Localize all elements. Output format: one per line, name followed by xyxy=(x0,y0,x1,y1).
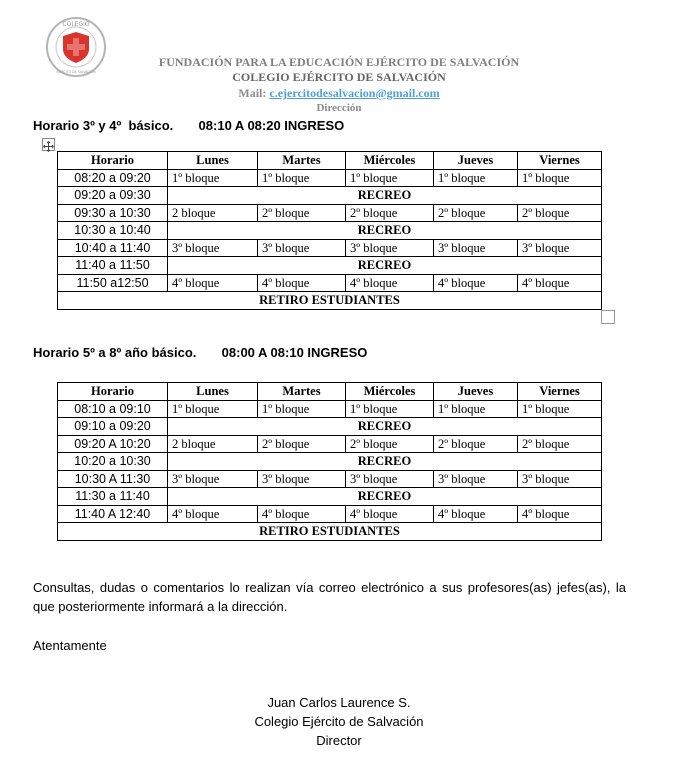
time-cell: 09:10 a 09:20 xyxy=(58,418,168,436)
recess-cell: RECREO xyxy=(168,453,602,471)
block-cell: 1º bloque xyxy=(518,169,602,187)
recess-cell: RECREO xyxy=(168,257,602,275)
column-header: Martes xyxy=(258,383,346,401)
signature-role: Director xyxy=(316,733,362,748)
time-cell: 09:30 a 10:30 xyxy=(58,204,168,222)
block-cell: 4º bloque xyxy=(518,505,602,523)
closing-text: Atentamente xyxy=(33,638,107,653)
column-header: Horario xyxy=(58,383,168,401)
column-header: Jueves xyxy=(434,152,518,170)
table-row xyxy=(58,204,602,222)
block-cell: 1º bloque xyxy=(434,400,518,418)
mail-line xyxy=(0,86,678,101)
block-cell: 3º bloque xyxy=(434,470,518,488)
table-row xyxy=(58,187,602,205)
time-cell: 11:40 A 12:40 xyxy=(58,505,168,523)
block-cell: 4º bloque xyxy=(434,505,518,523)
schedule-table-2 xyxy=(57,382,602,541)
time-cell: 11:30 a 11:40 xyxy=(58,488,168,506)
table-row xyxy=(58,239,602,257)
block-cell: 1º bloque xyxy=(258,169,346,187)
block-cell: 3º bloque xyxy=(168,470,258,488)
table-resize-handle[interactable] xyxy=(601,310,615,324)
block-cell: 1º bloque xyxy=(258,400,346,418)
time-cell: 10:30 a 10:40 xyxy=(58,222,168,240)
schedule-table-1 xyxy=(57,151,602,310)
time-cell: 11:50 a12:50 xyxy=(58,274,168,292)
block-cell: 1º bloque xyxy=(168,169,258,187)
block-cell: 4º bloque xyxy=(258,274,346,292)
retiro-cell: RETIRO ESTUDIANTES xyxy=(58,292,602,310)
block-cell: 3º bloque xyxy=(346,470,434,488)
block-cell: 4º bloque xyxy=(258,505,346,523)
column-header: Lunes xyxy=(168,383,258,401)
table-row xyxy=(58,505,602,523)
time-cell: 09:20 a 09:30 xyxy=(58,187,168,205)
block-cell: 2º bloque xyxy=(434,204,518,222)
block-cell: 2º bloque xyxy=(346,204,434,222)
block-cell: 3º bloque xyxy=(258,239,346,257)
time-cell: 10:40 a 11:40 xyxy=(58,239,168,257)
retiro-cell: RETIRO ESTUDIANTES xyxy=(58,523,602,541)
block-cell: 3º bloque xyxy=(346,239,434,257)
time-cell: 10:30 A 11:30 xyxy=(58,470,168,488)
header-row xyxy=(58,383,602,401)
block-cell: 3º bloque xyxy=(518,239,602,257)
mail-label: Mail: xyxy=(238,86,270,100)
footer-row xyxy=(58,523,602,541)
column-header: Miércoles xyxy=(346,152,434,170)
block-cell: 2 bloque xyxy=(168,204,258,222)
table-row xyxy=(58,470,602,488)
schedule-2-title: Horario 5º a 8º año básico. 08:00 A 08:10 INGRESO xyxy=(33,345,368,360)
column-header: Viernes xyxy=(518,383,602,401)
block-cell: 1º bloque xyxy=(434,169,518,187)
block-cell: 4º bloque xyxy=(518,274,602,292)
table-row xyxy=(58,488,602,506)
column-header: Martes xyxy=(258,152,346,170)
move-arrows-icon xyxy=(43,141,54,152)
recess-cell: RECREO xyxy=(168,488,602,506)
recess-cell: RECREO xyxy=(168,187,602,205)
time-cell: 08:10 a 09:10 xyxy=(58,400,168,418)
block-cell: 2º bloque xyxy=(258,435,346,453)
schedule-1-title: Horario 3º y 4º básico. 08:10 A 08:20 INGRESO xyxy=(33,118,345,133)
block-cell: 3º bloque xyxy=(518,470,602,488)
table-row xyxy=(58,453,602,471)
time-cell: 10:20 a 10:30 xyxy=(58,453,168,471)
block-cell: 1º bloque xyxy=(518,400,602,418)
column-header: Lunes xyxy=(168,152,258,170)
logo-text-bottom: EJÉRCITO DE SALVACIÓN xyxy=(56,70,96,74)
table-row xyxy=(58,222,602,240)
block-cell: 2º bloque xyxy=(346,435,434,453)
column-header: Miércoles xyxy=(346,383,434,401)
block-cell: 3º bloque xyxy=(434,239,518,257)
block-cell: 2º bloque xyxy=(434,435,518,453)
table-row xyxy=(58,418,602,436)
column-header: Viernes xyxy=(518,152,602,170)
block-cell: 4º bloque xyxy=(168,274,258,292)
mail-link[interactable]: c.ejercitodesalvacion@gmail.com xyxy=(269,86,440,100)
signature-name: Juan Carlos Laurence S. xyxy=(267,695,411,710)
school-name: COLEGIO EJÉRCITO DE SALVACIÓN xyxy=(232,70,446,84)
block-cell: 2º bloque xyxy=(518,204,602,222)
block-cell: 2º bloque xyxy=(518,435,602,453)
signature-school: Colegio Ejército de Salvación xyxy=(254,714,424,729)
column-header: Jueves xyxy=(434,383,518,401)
department-label: Dirección xyxy=(316,102,362,114)
footer-row xyxy=(58,292,602,310)
table-row xyxy=(58,435,602,453)
block-cell: 1º bloque xyxy=(168,400,258,418)
table-move-handle[interactable] xyxy=(42,138,55,151)
block-cell: 4º bloque xyxy=(346,505,434,523)
foundation-name: FUNDACIÓN PARA LA EDUCACIÓN EJÉRCITO DE SALVACIÓN xyxy=(158,55,520,69)
block-cell: 3º bloque xyxy=(168,239,258,257)
time-cell: 09:20 A 10:20 xyxy=(58,435,168,453)
block-cell: 1º bloque xyxy=(346,400,434,418)
time-cell: 08:20 a 09:20 xyxy=(58,169,168,187)
recess-cell: RECREO xyxy=(168,222,602,240)
block-cell: 4º bloque xyxy=(346,274,434,292)
block-cell: 4º bloque xyxy=(434,274,518,292)
table-row xyxy=(58,169,602,187)
logo-text-top: COLEGIO xyxy=(62,21,90,28)
table-row xyxy=(58,400,602,418)
header-row xyxy=(58,152,602,170)
recess-cell: RECREO xyxy=(168,418,602,436)
time-cell: 11:40 a 11:50 xyxy=(58,257,168,275)
table-row xyxy=(58,274,602,292)
column-header: Horario xyxy=(58,152,168,170)
block-cell: 2º bloque xyxy=(258,204,346,222)
block-cell: 3º bloque xyxy=(258,470,346,488)
block-cell: 4º bloque xyxy=(168,505,258,523)
table-row xyxy=(58,257,602,275)
block-cell: 1º bloque xyxy=(346,169,434,187)
consultas-paragraph: Consultas, dudas o comentarios lo realizan vía correo electrónico a sus profesores(as) jefes(as), la que posteriormente informará a la dirección. xyxy=(33,580,626,614)
block-cell: 2 bloque xyxy=(168,435,258,453)
